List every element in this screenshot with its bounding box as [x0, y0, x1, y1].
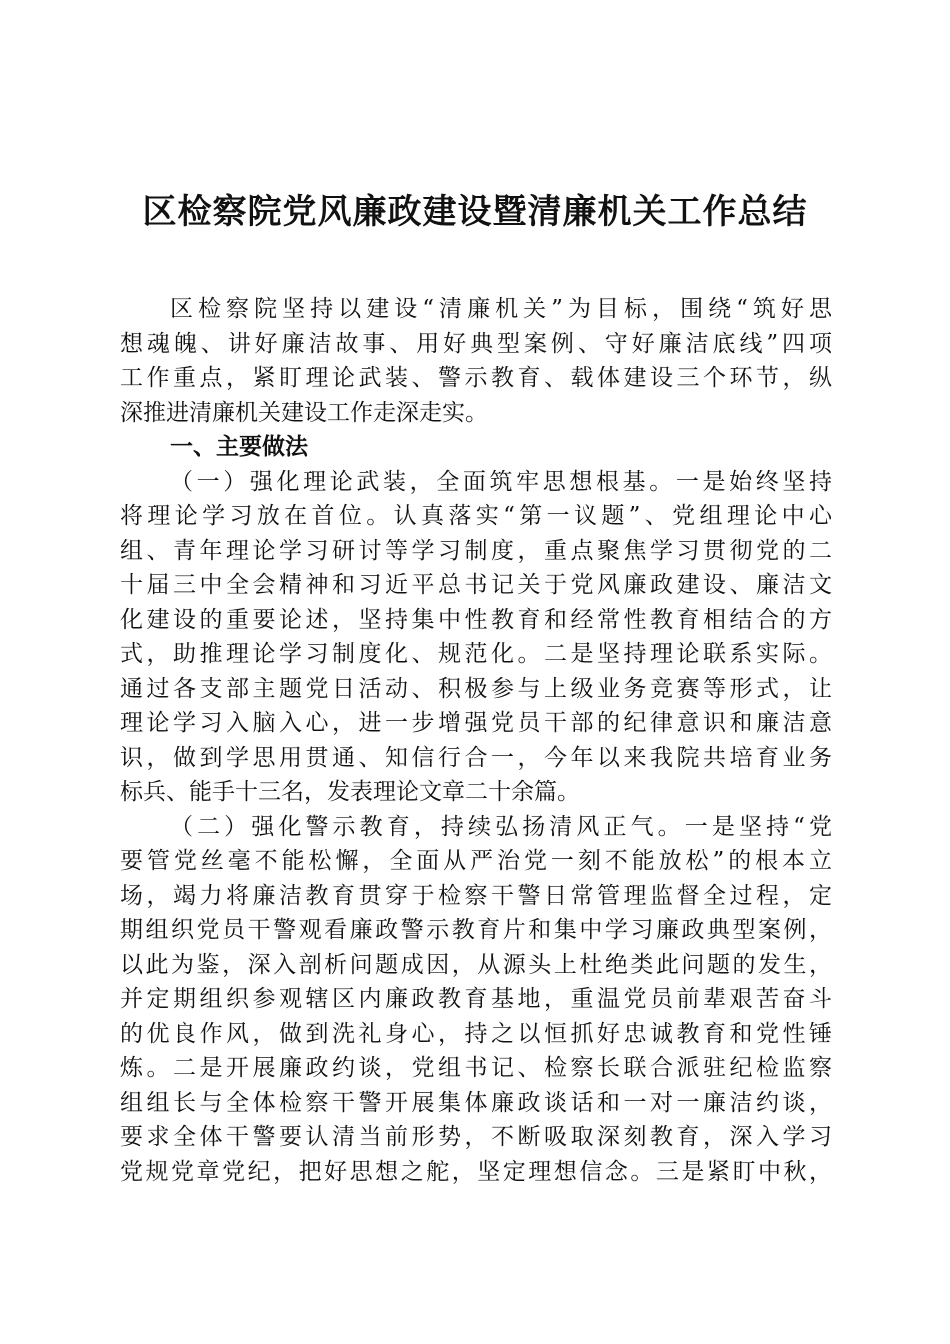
paragraph-line: 想魂魄、讲好廉洁故事、用好典型案例、守好廉洁底线”四项 [120, 330, 832, 357]
paragraph-line: 期组织党员干警观看廉政警示教育片和集中学习廉政典型案例， [120, 917, 832, 943]
paragraph-line: 组、青年理论学习研讨等学习制度，重点聚焦学习贯彻党的二 [120, 537, 832, 564]
paragraph-line: 党规党章党纪，把好思想之舵，坚定理想信念。三是紧盯中秋， [120, 1158, 832, 1185]
paragraph-line: （二）强化警示教育，持续弘扬清风正气。一是坚持“党 [170, 813, 832, 840]
paragraph-line: 以此为鉴，深入剖析问题成因，从源头上杜绝类此问题的发生， [120, 951, 832, 978]
document-title: 区检察院党风廉政建设暨清廉机关工作总结 [142, 192, 808, 232]
paragraph-line: （一）强化理论武装，全面筑牢思想根基。一是始终坚持 [170, 468, 832, 495]
paragraph-line: 组组长与全体检察干警开展集体廉政谈话和一对一廉洁约谈， [120, 1089, 832, 1116]
paragraph-line: 工作重点，紧盯理论武装、警示教育、载体建设三个环节，纵 [120, 365, 832, 391]
paragraph-line: 区检察院坚持以建设“清廉机关”为目标，围绕“筑好思 [170, 296, 832, 322]
paragraph-line: 将理论学习放在首位。认真落实“第一议题”、党组理论中心 [120, 503, 832, 529]
paragraph-line: 化建设的重要论述，坚持集中性教育和经常性教育相结合的方 [120, 606, 832, 633]
section-heading: 一、主要做法 [170, 433, 308, 460]
paragraph-line: 场，竭力将廉洁教育贯穿于检察干警日常管理监督全过程，定 [120, 882, 832, 909]
document-body [120, 292, 832, 1189]
paragraph-line: 要求全体干警要认清当前形势，不断吸取深刻教育，深入学习 [120, 1124, 832, 1150]
paragraph-line: 深推进清廉机关建设工作走深走实。 [120, 399, 488, 426]
paragraph-line: 的优良作风，做到洗礼身心，持之以恒抓好忠诚教育和党性锤 [120, 1020, 832, 1047]
paragraph-line: 通过各支部主题党日活动、积极参与上级业务竞赛等形式，让 [120, 675, 832, 702]
paragraph-line: 识，做到学思用贯通、知信行合一，今年以来我院共培育业务 [120, 744, 832, 771]
paragraph-line: 式，助推理论学习制度化、规范化。二是坚持理论联系实际。 [120, 641, 832, 667]
paragraph-line: 理论学习入脑入心，进一步增强党员干部的纪律意识和廉洁意 [120, 710, 832, 736]
paragraph-line: 标兵、能手十三名，发表理论文章二十余篇。 [120, 779, 580, 805]
paragraph-line: 并定期组织参观辖区内廉政教育基地，重温党员前辈艰苦奋斗 [120, 986, 832, 1012]
paragraph-line: 炼。二是开展廉政约谈，党组书记、检察长联合派驻纪检监察 [120, 1055, 832, 1081]
paragraph-line: 十届三中全会精神和习近平总书记关于党风廉政建设、廉洁文 [120, 572, 832, 598]
paragraph-line: 要管党丝毫不能松懈，全面从严治党一刻不能放松”的根本立 [120, 848, 832, 874]
